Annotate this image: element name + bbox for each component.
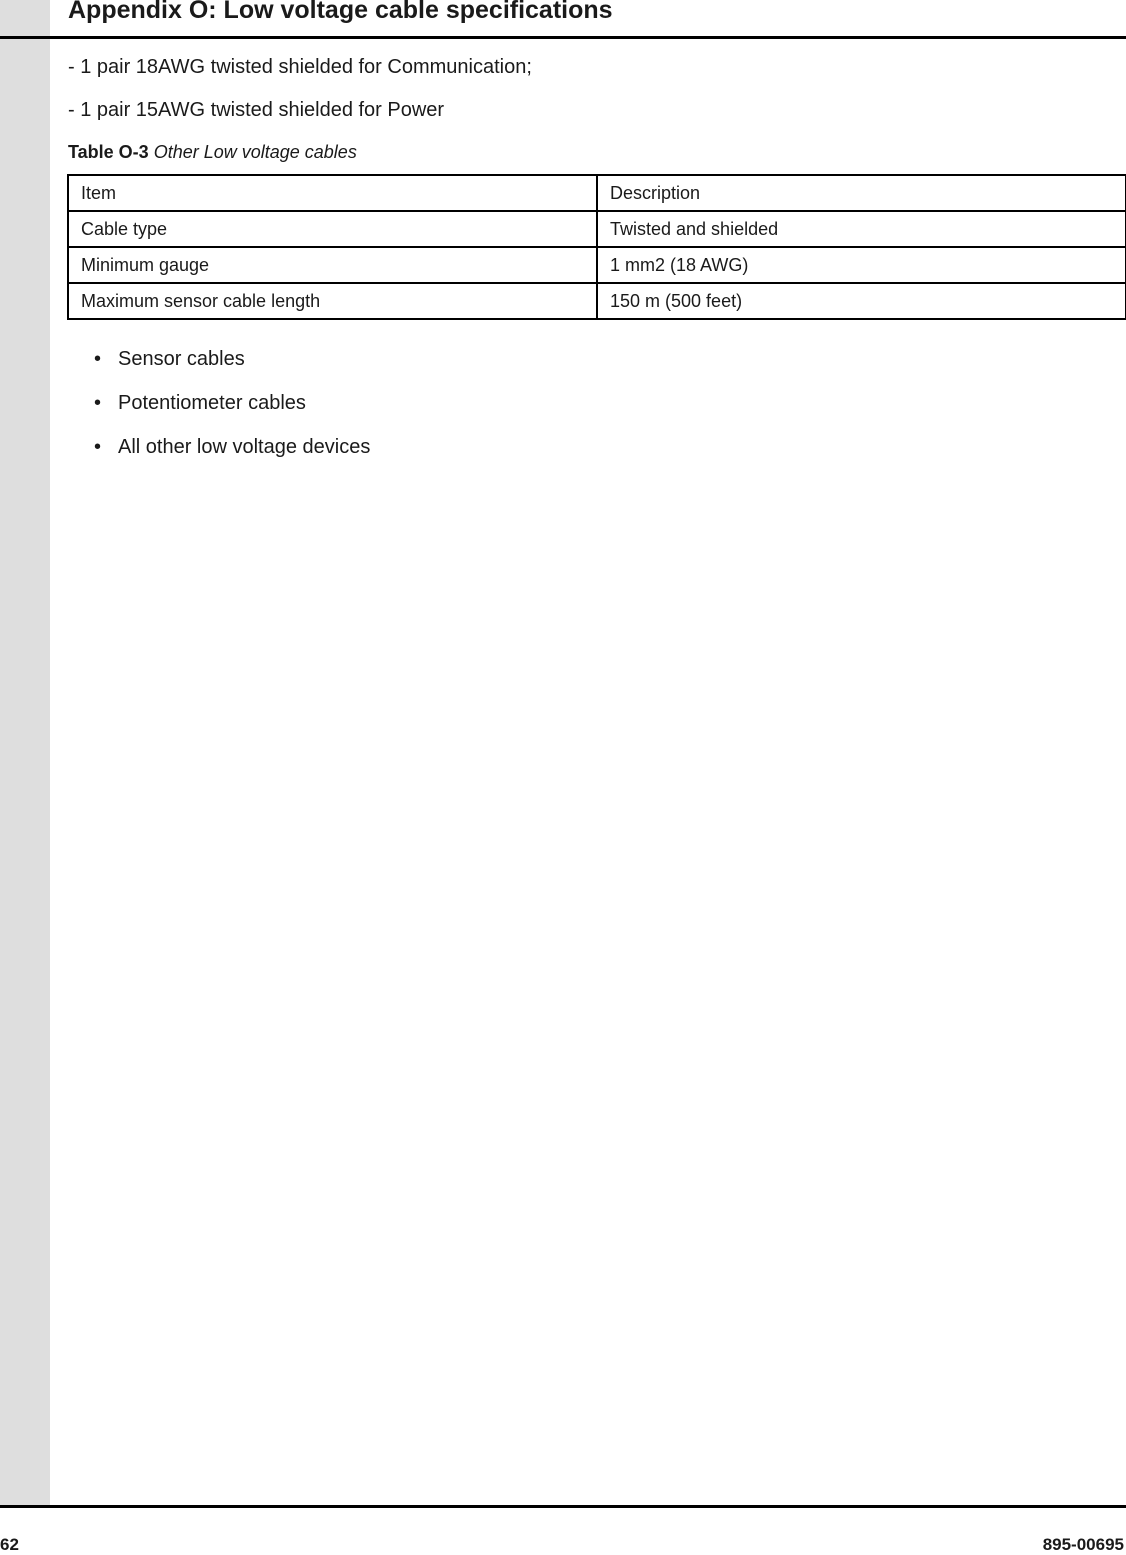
table-cell: Maximum sensor cable length (68, 283, 597, 319)
table-header-cell: Item (68, 175, 597, 211)
table-cell: Twisted and shielded (597, 211, 1126, 247)
table-row (68, 283, 1126, 319)
list-item-text: All other low voltage devices (118, 436, 371, 458)
list-item-text: Potentiometer cables (118, 392, 306, 414)
cable-spec-table (67, 174, 1126, 320)
header-divider (0, 36, 1126, 39)
bullet-marker: • (94, 392, 102, 414)
bullet-marker: • (94, 348, 102, 370)
table-cell: Cable type (68, 211, 597, 247)
table-title: Other Low voltage cables (153, 142, 357, 162)
table-row (68, 247, 1126, 283)
footer-divider (0, 1505, 1126, 1508)
list-item-text: Sensor cables (118, 348, 245, 370)
paragraph-communication: - 1 pair 18AWG twisted shielded for Communication; (68, 56, 532, 78)
table-cell: 1 mm2 (18 AWG) (597, 247, 1126, 283)
page-number: 62 (0, 1535, 19, 1554)
page-title: Appendix O: Low voltage cable specifications (68, 0, 613, 24)
bullet-marker: • (94, 436, 102, 458)
page-side-band (0, 0, 50, 1507)
table-cell: 150 m (500 feet) (597, 283, 1126, 319)
table-header-cell: Description (597, 175, 1126, 211)
paragraph-power: - 1 pair 15AWG twisted shielded for Power (68, 99, 445, 121)
table-row (68, 211, 1126, 247)
table-header-row (68, 175, 1126, 211)
table-cell: Minimum gauge (68, 247, 597, 283)
table-caption (68, 142, 357, 163)
list-item (94, 433, 371, 477)
table-label: Table O-3 (68, 142, 149, 162)
list-item (94, 389, 370, 433)
bullet-list (94, 345, 371, 477)
document-number: 895-00695 (1042, 1535, 1124, 1554)
list-item (94, 345, 370, 389)
